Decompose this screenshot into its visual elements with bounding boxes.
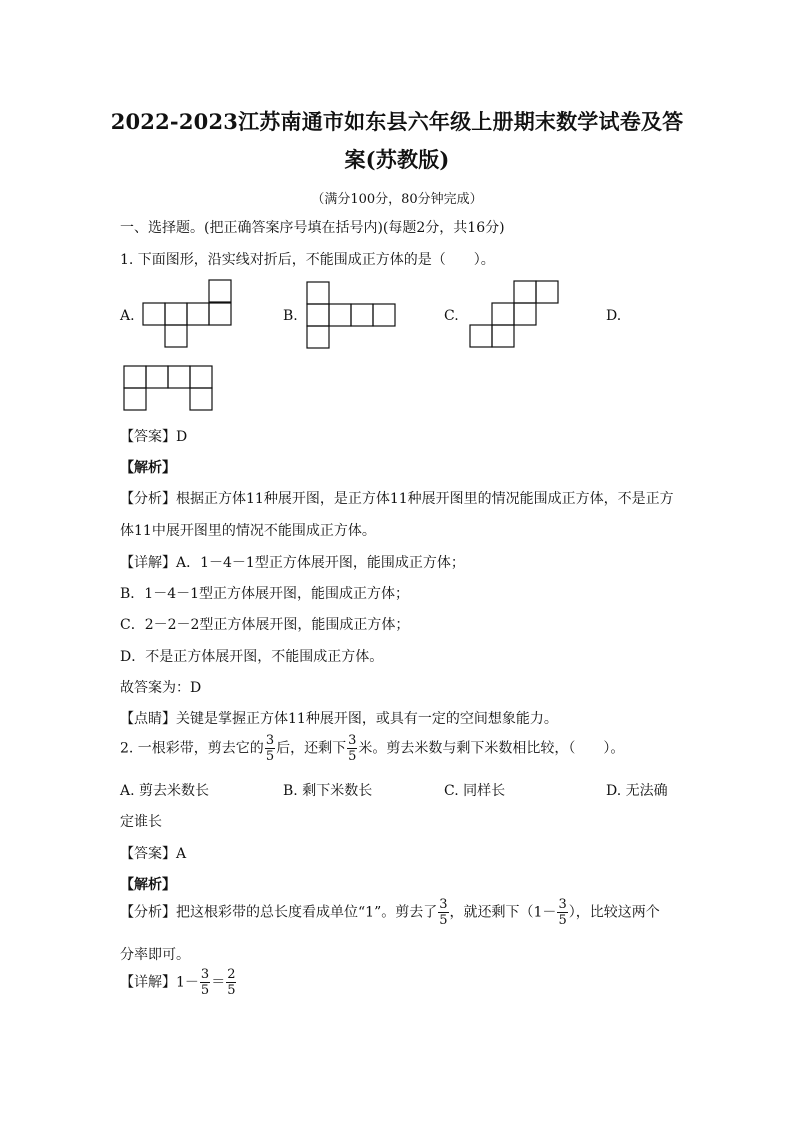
- q1-detail-line1: 【详解】A．1－4－1型正方体展开图，能围成正方体；: [120, 555, 465, 571]
- document-title-line1: 2022-2023江苏南通市如东县六年级上册期末数学试卷及答: [110, 109, 684, 134]
- question-2-stem: [120, 733, 624, 764]
- q2-option-c: C. 同样长: [444, 783, 506, 799]
- q1-dianjing: 【点睛】关键是掌握正方体11种展开图，或具有一定的空间想象能力。: [120, 711, 558, 727]
- document-title-line2: 案(苏教版): [344, 147, 450, 172]
- option-d-label: D.: [606, 308, 622, 324]
- q1-jiexi-label: 【解析】: [120, 460, 176, 476]
- q2-analysis-line2: 分率即可。: [120, 947, 190, 963]
- q2-analysis-part1: 【分析】把这根彩带的总长度看成单位“1”。剪去了: [120, 904, 438, 921]
- fraction-denominator: 5: [227, 983, 236, 998]
- fraction-numerator: 3: [265, 733, 275, 748]
- q2-analysis-line1: [120, 897, 660, 928]
- q2-option-d: D. 无法确: [606, 783, 668, 799]
- fraction-three-fifths: [347, 733, 357, 764]
- net-figure-d: [123, 366, 213, 414]
- q1-detail-line2: B．1－4－1型正方体展开图，能围成正方体；: [120, 586, 410, 602]
- q2-option-a: A. 剪去米数长: [120, 783, 210, 799]
- q2-detail: [120, 967, 237, 998]
- option-a-label: A.: [120, 308, 135, 324]
- section-heading: 一、选择题。(把正确答案序号填在括号内)(每题2分，共16分): [120, 220, 505, 236]
- q1-answer: 【答案】D: [120, 429, 188, 445]
- q1-detail-line3: C．2－2－2型正方体展开图，能围成正方体；: [120, 617, 410, 633]
- fraction-two-fifths: [226, 967, 236, 998]
- q2-answer: 【答案】A: [120, 846, 187, 862]
- q2-stem-part2: 后，还剩下: [276, 740, 347, 757]
- q2-detail-part1: 【详解】1－: [120, 974, 199, 991]
- q2-option-b: B. 剩下米数长: [283, 783, 373, 799]
- q2-analysis-part3: ），比较这两个: [568, 904, 660, 921]
- q1-conclusion: 故答案为：D: [120, 680, 202, 696]
- q2-stem-part3: 米。剪去米数与剩下米数相比较，（ ）。: [358, 740, 625, 757]
- fraction-three-fifths: [438, 897, 448, 928]
- fraction-three-fifths: [557, 897, 567, 928]
- net-figure-b: [306, 282, 398, 352]
- option-b-label: B.: [283, 308, 298, 324]
- equals-sign: ＝: [211, 974, 226, 991]
- fraction-denominator: 5: [348, 749, 357, 764]
- q2-stem-part1: 2. 一根彩带，剪去它的: [120, 740, 264, 757]
- q2-jiexi-label: 【解析】: [120, 877, 176, 893]
- q1-analysis-line2: 体11中展开图里的情况不能围成正方体。: [120, 523, 376, 539]
- question-1-stem: 1. 下面图形，沿实线对折后，不能围成正方体的是（ ）。: [120, 252, 495, 268]
- q1-analysis-line1: 【分析】根据正方体11种展开图，是正方体11种展开图里的情况能围成正方体，不是正方: [120, 491, 674, 507]
- fraction-numerator: 3: [200, 967, 210, 982]
- fraction-denominator: 5: [200, 983, 210, 998]
- fraction-denominator: 5: [558, 913, 567, 928]
- fraction-denominator: 5: [439, 913, 448, 928]
- fraction-numerator: 3: [348, 733, 357, 748]
- q2-analysis-part2: ，就还剩下（1－: [449, 904, 557, 921]
- fraction-numerator: 2: [227, 967, 236, 982]
- fraction-numerator: 3: [558, 897, 567, 912]
- fraction-three-fifths: [265, 733, 275, 764]
- option-c-label: C.: [444, 308, 459, 324]
- fraction-denominator: 5: [265, 749, 275, 764]
- q1-detail-line4: D．不是正方体展开图，不能围成正方体。: [120, 649, 384, 665]
- net-figure-c: [469, 281, 561, 351]
- fraction-numerator: 3: [439, 897, 448, 912]
- net-figure-a: [142, 280, 232, 350]
- q2-option-d-continued: 定谁长: [120, 814, 162, 830]
- fraction-three-fifths: [200, 967, 210, 998]
- document-subtitle: （满分100分，80分钟完成）: [311, 192, 483, 207]
